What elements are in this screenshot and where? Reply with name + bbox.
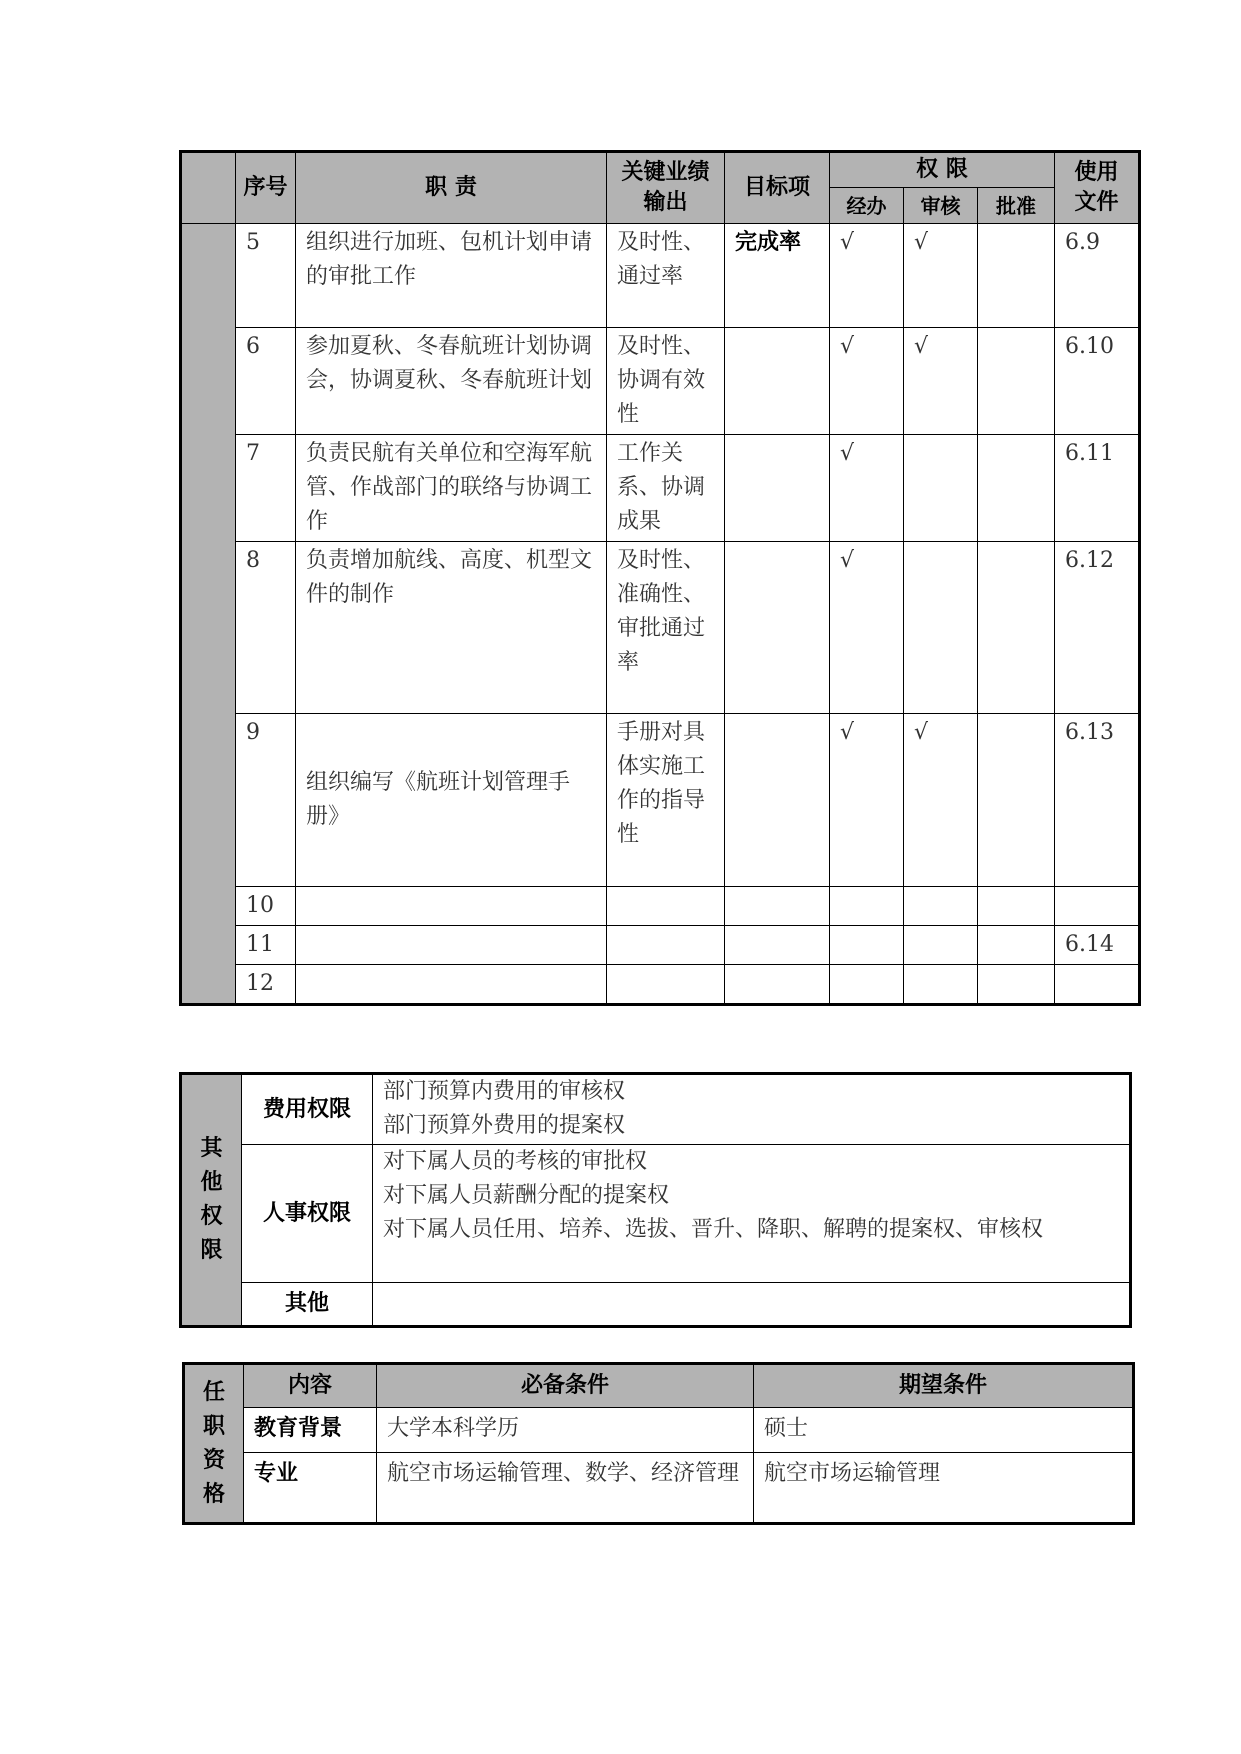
kpi-cell [607, 965, 725, 1005]
qualifications-title: 任职资格 [184, 1364, 244, 1524]
required-value: 大学本科学历 [377, 1408, 754, 1453]
other-authority-title: 其他权限 [181, 1074, 242, 1327]
duty-cell: 负责民航有关单位和空海军航管、作战部门的联络与协调工作 [296, 435, 607, 542]
table-row [181, 926, 1140, 965]
target-cell [725, 887, 830, 926]
duty-cell: 参加夏秋、冬春航班计划协调会，协调夏秋、冬春航班计划 [296, 328, 607, 435]
review-cell [904, 887, 978, 926]
target-cell [725, 328, 830, 435]
kpi-cell: 及时性、协调有效性 [607, 328, 725, 435]
side-gray-header [181, 152, 236, 224]
review-cell [904, 542, 978, 714]
duty-cell [296, 887, 607, 926]
handle-cell: √ [830, 714, 904, 887]
required-value: 航空市场运输管理、数学、经济管理 [377, 1453, 754, 1524]
target-cell [725, 926, 830, 965]
review-cell [904, 965, 978, 1005]
docs-cell: 6.12 [1055, 542, 1140, 714]
header-required: 必备条件 [377, 1364, 754, 1408]
review-cell [904, 926, 978, 965]
table-row [181, 435, 1140, 542]
header-docs: 使用文件 [1055, 152, 1140, 224]
target-cell [725, 435, 830, 542]
docs-cell [1055, 887, 1140, 926]
table-row [181, 328, 1140, 435]
kpi-cell [607, 887, 725, 926]
seq-cell: 5 [236, 224, 296, 328]
kpi-cell: 手册对具体实施工作的指导性 [607, 714, 725, 887]
header-content: 内容 [244, 1364, 377, 1408]
duty-cell: 负责增加航线、高度、机型文件的制作 [296, 542, 607, 714]
header-approve: 批准 [978, 188, 1055, 224]
row-content: 部门预算内费用的审核权 部门预算外费用的提案权 [373, 1074, 1131, 1145]
target-cell [725, 965, 830, 1005]
duty-cell [296, 965, 607, 1005]
handle-cell: √ [830, 224, 904, 328]
approve-cell [978, 542, 1055, 714]
seq-cell: 6 [236, 328, 296, 435]
other-authority-table [179, 1072, 1132, 1328]
kpi-cell: 及时性、准确性、审批通过率 [607, 542, 725, 714]
header-handle: 经办 [830, 188, 904, 224]
review-cell: √ [904, 328, 978, 435]
seq-cell: 7 [236, 435, 296, 542]
row-content: 对下属人员的考核的审批权 对下属人员薪酬分配的提案权 对下属人员任用、培养、选拔、晋升、降职、解聘的提案权、审核权 [373, 1145, 1131, 1283]
seq-cell: 10 [236, 887, 296, 926]
header-authority: 权 限 [830, 152, 1055, 188]
table-row [181, 542, 1140, 714]
handle-cell: √ [830, 542, 904, 714]
seq-cell: 8 [236, 542, 296, 714]
target-cell [725, 714, 830, 887]
header-target: 目标项 [725, 152, 830, 224]
docs-cell: 6.9 [1055, 224, 1140, 328]
handle-cell [830, 926, 904, 965]
desired-value: 硕士 [754, 1408, 1134, 1453]
duties-table [179, 150, 1141, 1006]
table-row [181, 714, 1140, 887]
docs-cell: 6.14 [1055, 926, 1140, 965]
docs-cell: 6.10 [1055, 328, 1140, 435]
review-cell [904, 435, 978, 542]
desired-value: 航空市场运输管理 [754, 1453, 1134, 1524]
target-cell [725, 542, 830, 714]
row-label: 费用权限 [242, 1074, 373, 1145]
table-row [181, 887, 1140, 926]
kpi-cell: 及时性、通过率 [607, 224, 725, 328]
approve-cell [978, 328, 1055, 435]
approve-cell [978, 965, 1055, 1005]
handle-cell [830, 965, 904, 1005]
side-gray-column [181, 224, 236, 1005]
header-review: 审核 [904, 188, 978, 224]
handle-cell: √ [830, 328, 904, 435]
target-cell: 完成率 [725, 224, 830, 328]
row-label: 教育背景 [244, 1408, 377, 1453]
table-row [181, 965, 1140, 1005]
header-desired: 期望条件 [754, 1364, 1134, 1408]
kpi-cell [607, 926, 725, 965]
docs-cell [1055, 965, 1140, 1005]
approve-cell [978, 435, 1055, 542]
row-content [373, 1283, 1131, 1327]
docs-cell: 6.13 [1055, 714, 1140, 887]
table-row [181, 224, 1140, 328]
row-label: 人事权限 [242, 1145, 373, 1283]
kpi-cell: 工作关系、协调成果 [607, 435, 725, 542]
header-kpi: 关键业绩输出 [607, 152, 725, 224]
review-cell: √ [904, 224, 978, 328]
seq-cell: 12 [236, 965, 296, 1005]
seq-cell: 11 [236, 926, 296, 965]
seq-cell: 9 [236, 714, 296, 887]
handle-cell: √ [830, 435, 904, 542]
review-cell: √ [904, 714, 978, 887]
header-seq: 序号 [236, 152, 296, 224]
approve-cell [978, 887, 1055, 926]
duty-cell [296, 926, 607, 965]
row-label: 专业 [244, 1453, 377, 1524]
docs-cell: 6.11 [1055, 435, 1140, 542]
duty-cell: 组织编写《航班计划管理手册》 [296, 714, 607, 887]
approve-cell [978, 224, 1055, 328]
row-label: 其他 [242, 1283, 373, 1327]
approve-cell [978, 926, 1055, 965]
duty-cell: 组织进行加班、包机计划申请的审批工作 [296, 224, 607, 328]
approve-cell [978, 714, 1055, 887]
header-duty: 职 责 [296, 152, 607, 224]
qualifications-table [182, 1362, 1135, 1525]
handle-cell [830, 887, 904, 926]
